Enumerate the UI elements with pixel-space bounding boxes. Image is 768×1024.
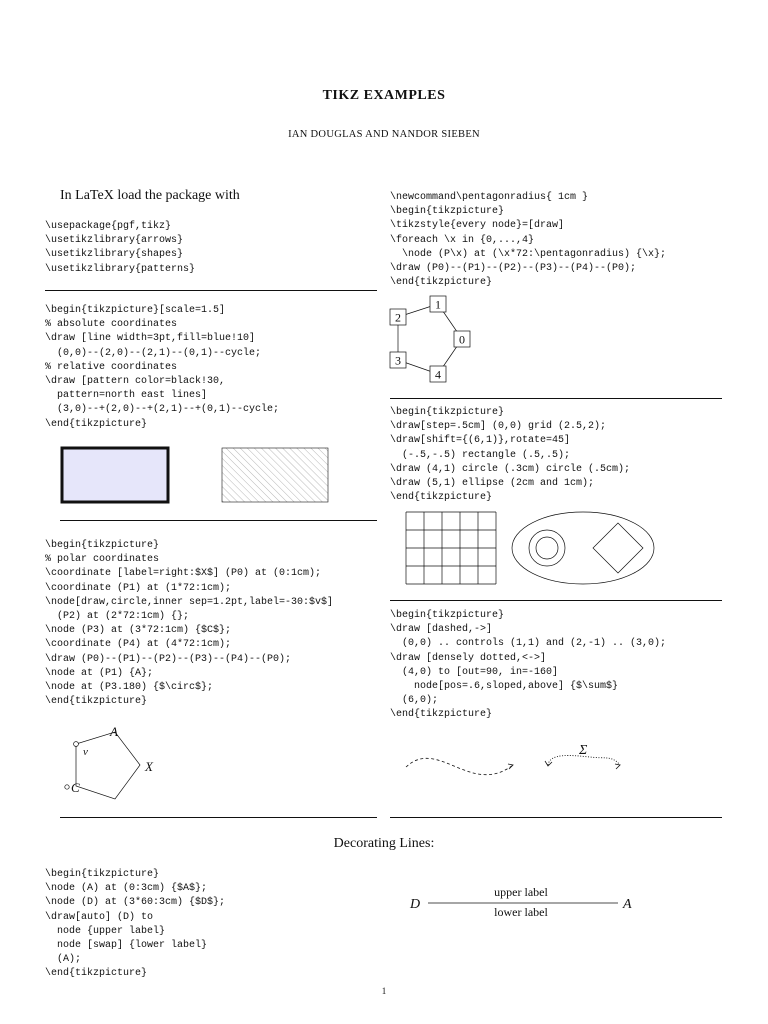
outer-circle: [529, 530, 565, 566]
decorated-line-figure: [400, 878, 650, 928]
polar-pentagon-figure: [55, 720, 185, 810]
inner-circle: [536, 537, 558, 559]
rotated-square: [593, 523, 643, 573]
intro-text: In LaTeX load the package with: [60, 188, 240, 203]
divider: [60, 520, 377, 521]
dotted-arrowhead-left: [545, 761, 552, 766]
label-x: X: [145, 759, 153, 774]
page-number: 1: [381, 986, 387, 996]
dotted-arrowhead-right: [615, 764, 620, 769]
node-v-circle: [74, 742, 79, 747]
divider: [390, 817, 722, 818]
label-v: v: [83, 746, 88, 758]
code-pentagon: \newcommand\pentagonradius{ 1cm } \begin{tikzpicture} \tikzstyle{every node}=[draw] \foreach \x in {0,...,4} \node (P\x) at (\x*72:\pentagonradius) {\x}; \draw (P0)--(P1)--(P2)--(P3)--(P4)--(P0); \end{tikzpicture}: [390, 192, 667, 289]
polar-pentagon: [76, 732, 140, 799]
code-polar: \begin{tikzpicture} % polar coordinates \coordinate [label=right:$X$] (P0) at (0:1cm); \coordinate (P1) at (1*72:1cm); \node[draw,circle,inner sep=1.2pt,label=-30:$v$] (P2) at (2*72:1cm) {}; \node (P3) at (3*72:1cm) {$C$}; \coordinate (P4) at (4*72:1cm); \draw (P0)--(P1)--(P2)--(P3)--(P4)--(P0); \node at (P1) {A}; \node at (P3.180) {$\circ$}; \end{tikzpicture}: [45, 540, 334, 708]
rectangles-figure: [55, 440, 355, 510]
node-a: A: [623, 897, 632, 912]
divider: [390, 600, 722, 601]
upper-label: upper label: [494, 885, 548, 899]
divider: [390, 398, 722, 399]
lower-label: lower label: [494, 905, 548, 919]
label-a: A: [110, 724, 118, 739]
code-load-packages: \usepackage{pgf,tikz} \usetikzlibrary{arrows} \usetikzlibrary{shapes} \usetikzlibrary{patterns}: [45, 221, 196, 275]
document-authors: IAN DOUGLAS AND NANDOR SIEBEN: [288, 129, 480, 140]
sum-symbol: Σ: [579, 743, 588, 758]
curves-figure: [398, 735, 638, 785]
code-curves: \begin{tikzpicture} \draw [dashed,->] (0,0) .. controls (1,1) and (2,-1) .. (3,0); \draw [densely dotted,<->] (4,0) to [out=90, in=-160] node[pos=.6,sloped,above] {$\sum$} (6,0); \end{tikzpicture}: [390, 610, 667, 721]
node-d: D: [410, 897, 421, 912]
node-label-4: 4: [435, 367, 441, 382]
section-title: Decorating Lines:: [333, 836, 435, 851]
dashed-curve: [406, 758, 513, 774]
filled-rectangle: [62, 448, 168, 502]
code-rectangles: \begin{tikzpicture}[scale=1.5] % absolute coordinates \draw [line width=3pt,fill=blue!10] (0,0)--(2,0)--(2,1)--(0,1)--cycle; % relative coordinates \draw [pattern color=black!30, pattern=north east lines] (3,0)--+(2,0)--+(2,1)--+(0,1)--cycle; \end{tikzpicture}: [45, 305, 280, 430]
node-label-3: 3: [395, 353, 401, 368]
hatched-rectangle: [222, 448, 328, 502]
grid-figure: [400, 508, 665, 590]
divider: [60, 817, 377, 818]
code-decorating-lines: \begin{tikzpicture} \node (A) at (0:3cm) {$A$}; \node (D) at (3*60:3cm) {$D$}; \draw[auto] (D) to node {upper label} node [swap] {lower label} (A); \end{tikzpicture}: [45, 869, 226, 980]
node-label-2: 2: [395, 310, 401, 325]
node-label-1: 1: [435, 297, 441, 312]
document-title: TIKZ EXAMPLES: [322, 88, 446, 103]
ellipse: [512, 512, 654, 584]
numbered-pentagon-figure: [385, 292, 485, 384]
node-label-0: 0: [459, 332, 465, 347]
divider: [45, 290, 377, 291]
code-grid: \begin{tikzpicture} \draw[step=.5cm] (0,0) grid (2.5,2); \draw[shift={(6,1)},rotate=45] (-.5,-.5) rectangle (.5,.5); \draw (4,1) circle (.3cm) circle (.5cm); \draw (5,1) ellipse (2cm and 1cm); \end{tikzpicture}: [390, 407, 631, 504]
grid: [406, 512, 496, 584]
circ-marker: [65, 785, 69, 789]
label-c: C: [71, 780, 80, 795]
